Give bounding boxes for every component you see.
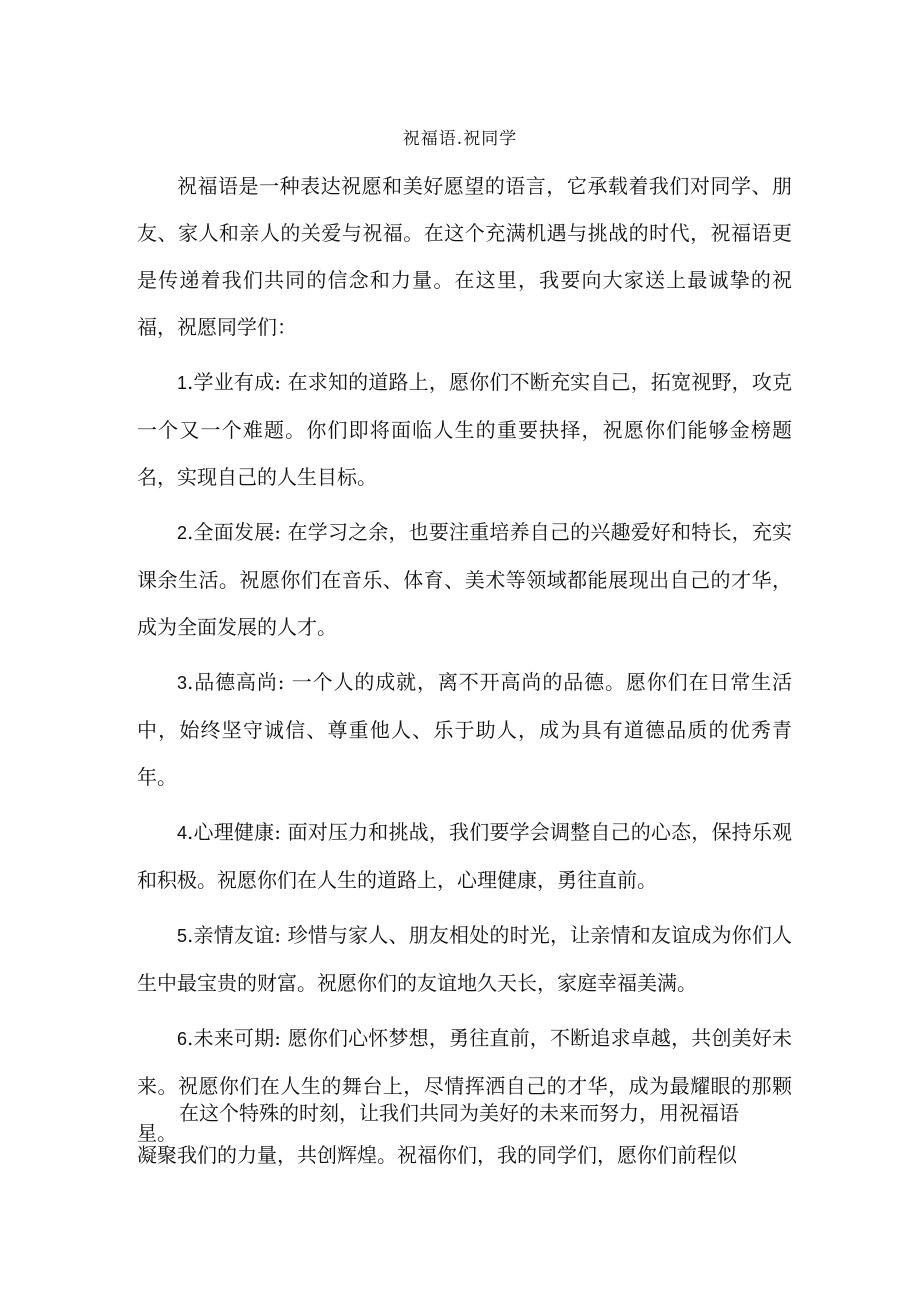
document-body <box>137 163 792 1165</box>
closing-paragraph <box>137 1092 792 1176</box>
list-item <box>137 359 792 501</box>
list-item <box>137 509 792 651</box>
closing-line: 凝聚我们的力量，共创辉煌。祝福你们，我的同学们，愿你们前程似 <box>137 1143 737 1167</box>
list-item-number: 6 <box>177 1029 188 1049</box>
intro-paragraph: 祝福语是一种表达祝愿和美好愿望的语言，它承载着我们对同学、朋友、家人和亲人的关爱与祝福。在这个充满机遇与挑战的时代，祝福语更是传递着我们共同的信念和力量。在这里，我要向大家送上最诚挚的祝福，祝愿同学们： <box>137 174 792 339</box>
list-item-text: .未来可期: 愿你们心怀梦想，勇往直前，不断追求卓越，共创美好未来。祝愿你们在人生的舞台上，尽情挥洒自己的才华，成为最耀眼的那颗星。 <box>137 1026 792 1145</box>
list-item-number: 5 <box>177 926 188 946</box>
list-item-text: .全面发展: 在学习之余，也要注重培养自己的兴趣爱好和特长，充实课余生活。祝愿你们在音乐、体育、美术等领域都能展现出自己的才华，成为全面发展的人才。 <box>137 520 792 639</box>
document-title: 祝福语.祝同学 <box>402 129 518 149</box>
list-item-text: .亲情友谊: 珍惜与家人、朋友相处的时光，让亲情和友谊成为你们人生中最宝贵的财富。祝愿你们的友谊地久天长，家庭幸福美满。 <box>137 923 792 995</box>
closing-line: 在这个特殊的时刻，让我们共同为美好的未来而努力，用祝福语 <box>179 1101 739 1125</box>
list-item-number: 3 <box>177 673 188 693</box>
list-item-number: 4 <box>177 823 188 843</box>
list-item-text: .品德高尚: 一个人的成就，离不开高尚的品德。愿你们在日常生活中，始终坚守诚信、尊重他人、乐于助人，成为具有道德品质的优秀青年。 <box>137 670 792 789</box>
list-item-text: .心理健康: 面对压力和挑战，我们要学会调整自己的心态，保持乐观和积极。祝愿你们在人生的道路上，心理健康，勇往直前。 <box>137 820 792 892</box>
list-item <box>137 659 792 801</box>
list-item-number: 2 <box>177 523 188 543</box>
list-item <box>137 912 792 1007</box>
list-item-text: .学业有成: 在求知的道路上，愿你们不断充实自己，拓宽视野，攻克一个又一个难题。你们即将面临人生的重要抉择，祝愿你们能够金榜题名，实现自己的人生目标。 <box>137 370 792 489</box>
list-item-number: 1 <box>177 373 188 393</box>
list-item <box>137 809 792 904</box>
